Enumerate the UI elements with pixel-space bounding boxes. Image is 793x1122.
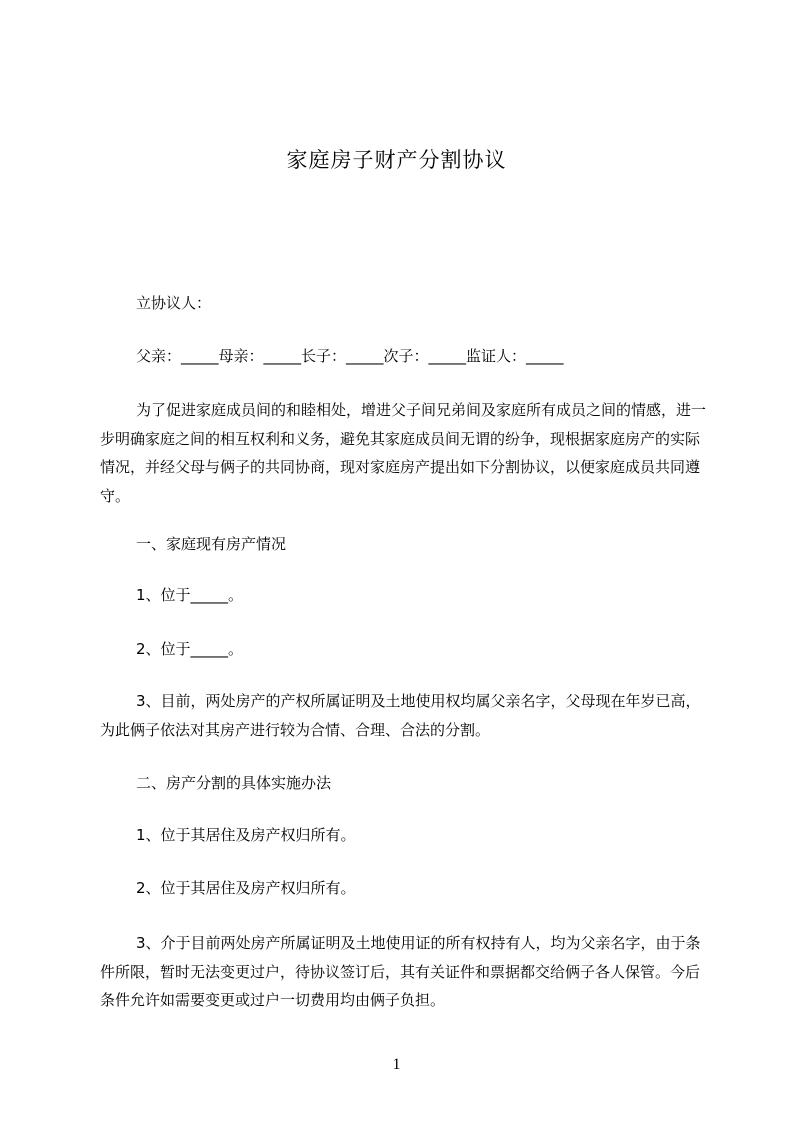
section2-item3-paragraph [100,929,712,1015]
section1-item1: 1、位于_____。 [136,586,244,604]
section1-heading: 一、家庭现有房产情况 [136,535,287,553]
intro-paragraph [100,396,712,510]
section1-item3-text: 3、目前，两处房产的产权所属证明及土地使用权均属父亲名字，父母现在年岁已高，为此俩子依法对其房产进行较为合情、合理、合法的分割。 [100,692,701,739]
section2-item2: 2、位于其居住及房产权归所有。 [136,879,356,897]
section1-item2: 2、位于_____。 [136,640,244,658]
section1-item3-paragraph [100,687,712,744]
section2-item1: 1、位于其居住及房产权归所有。 [136,826,356,844]
parties-line: 父亲：_____母亲：_____长子：_____次子：_____监证人：_____ [136,347,564,365]
document-title: 家庭房子财产分割协议 [286,148,507,172]
section2-item3-text: 3、介于目前两处房产所属证明及土地使用证的所有权持有人，均为父亲名字，由于条件所限，暂时无法变更过户，待协议签订后，其有关证件和票据都交给俩子各人保管。今后条件允许如需要变更或过户一切费用均由俩子负担。 [100,934,701,1009]
section2-heading: 二、房产分割的具体实施办法 [136,774,332,792]
page-number: 1 [392,1056,401,1073]
intro-text: 为了促进家庭成员间的和睦相处，增进父子间兄弟间及家庭所有成员之间的情感，进一步明确家庭之间的相互权利和义务，避免其家庭成员间无谓的纷争，现根据家庭房产的实际情况，并经父母与俩子的共同协商，现对家庭房产提出如下分割协议，以便家庭成员共同遵守。 [100,401,707,505]
parties-label: 立协议人： [136,294,212,312]
